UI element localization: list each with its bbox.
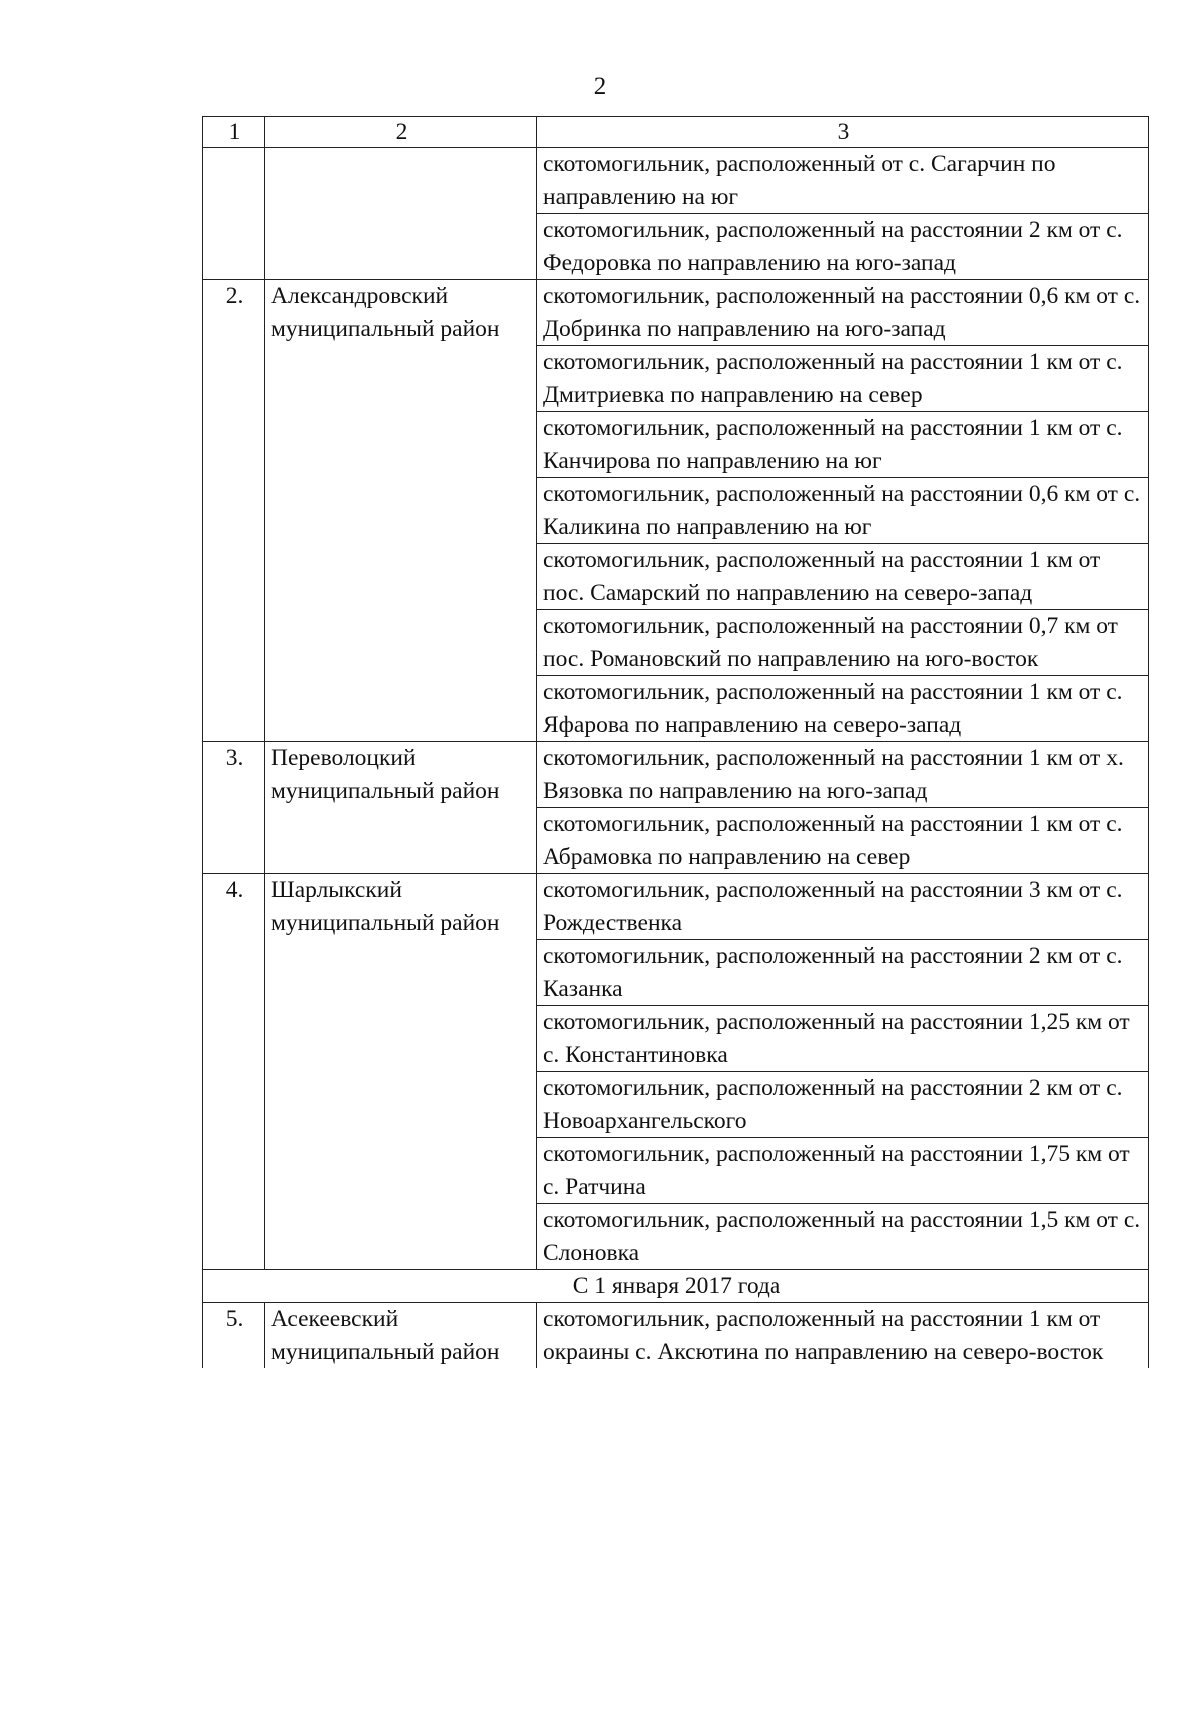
burial-site-description: скотомогильник, расположенный на расстоянии 1 км от х. Вязовка по направлению на юго-запад [537,742,1149,808]
burial-site-description: скотомогильник, расположенный на расстоянии 0,7 км от пос. Романовский по направлению на юго-восток [537,610,1149,676]
table-body [203,117,1149,1369]
district-name: Асекеевский муниципальный район [265,1303,537,1369]
burial-site-description: скотомогильник, расположенный на расстоянии 3 км от с. Рождественка [537,874,1149,940]
burial-site-description: скотомогильник, расположенный на расстоянии 2 км от с. Федоровка по направлению на юго-запад [537,214,1149,280]
burial-site-description: скотомогильник, расположенный на расстоянии 1 км от пос. Самарский по направлению на северо-запад [537,544,1149,610]
table-row [203,742,1149,808]
district-name: Александровский муниципальный район [265,280,537,742]
column-header-3: 3 [537,117,1149,148]
burial-site-description: скотомогильник, расположенный на расстоянии 1,75 км от с. Ратчина [537,1138,1149,1204]
burial-site-description: скотомогильник, расположенный на расстоянии 1,25 км от с. Константиновка [537,1006,1149,1072]
section-row [203,1270,1149,1303]
column-header-1: 1 [203,117,265,148]
burial-site-description: скотомогильник, расположенный на расстоянии 0,6 км от с. Добринка по направлению на юго-запад [537,280,1149,346]
table-row [203,148,1149,214]
table-header-row [203,117,1149,148]
burial-site-description: скотомогильник, расположенный на расстоянии 1 км от с. Яфарова по направлению на северо-запад [537,676,1149,742]
page-number: 2 [593,73,607,100]
burial-site-description: скотомогильник, расположенный на расстоянии 1 км от окраины с. Аксютина по направлению на северо-восток [537,1303,1149,1369]
burial-site-description: скотомогильник, расположенный на расстоянии 1 км от с. Канчирова по направлению на юг [537,412,1149,478]
burial-site-description: скотомогильник, расположенный на расстоянии 1 км от с. Дмитриевка по направлению на север [537,346,1149,412]
burial-site-description: скотомогильник, расположенный на расстоянии 1 км от с. Абрамовка по направлению на север [537,808,1149,874]
district-name [265,148,537,280]
burial-site-description: скотомогильник, расположенный на расстоянии 2 км от с. Казанка [537,940,1149,1006]
district-name: Переволоцкий муниципальный район [265,742,537,874]
burial-site-description: скотомогильник, расположенный от с. Сагарчин по направлению на юг [537,148,1149,214]
table-row [203,874,1149,940]
section-label: С 1 января 2017 года [203,1270,1149,1303]
burial-site-description: скотомогильник, расположенный на расстоянии 1,5 км от с. Слоновка [537,1204,1149,1270]
district-number: 3. [203,742,265,874]
district-number [203,148,265,280]
burial-site-description: скотомогильник, расположенный на расстоянии 0,6 км от с. Каликина по направлению на юг [537,478,1149,544]
district-number: 2. [203,280,265,742]
burial-site-description: скотомогильник, расположенный на расстоянии 2 км от с. Новоархангельского [537,1072,1149,1138]
table-row [203,280,1149,346]
column-header-2: 2 [265,117,537,148]
table-row [203,1303,1149,1369]
district-name: Шарлыкский муниципальный район [265,874,537,1270]
burial-sites-table [202,116,1149,1368]
district-number: 4. [203,874,265,1270]
district-number: 5. [203,1303,265,1369]
